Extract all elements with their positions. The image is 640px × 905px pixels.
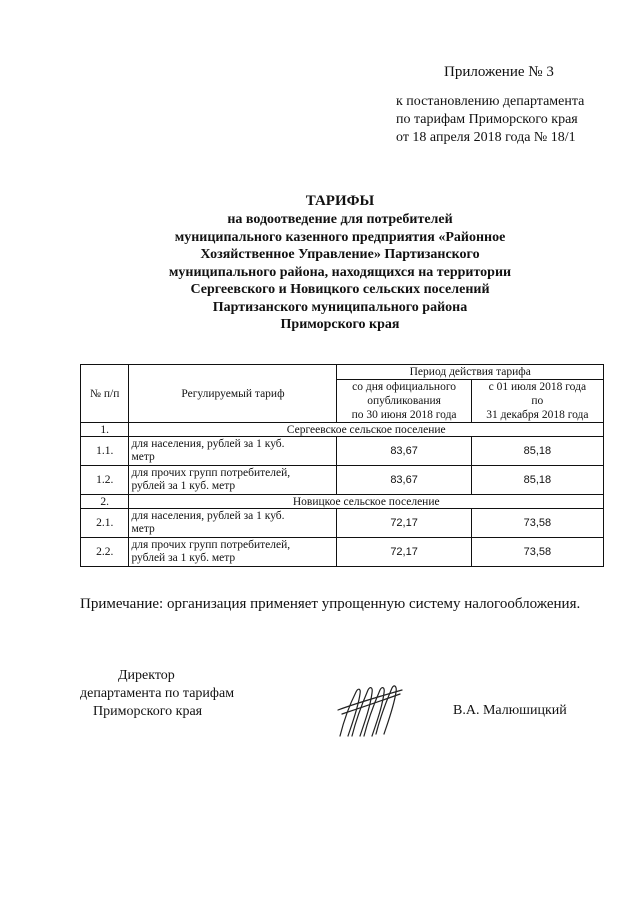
table-row <box>81 538 604 567</box>
header-period-2-line: с 01 июля 2018 года <box>488 381 587 393</box>
header-period-1-line: опубликования <box>367 395 441 407</box>
row-tariff-name <box>129 437 337 466</box>
signatory-name: В.А. Малюшицкий <box>453 703 567 718</box>
row-num: 1.1. <box>81 437 129 466</box>
row-num: 2.1. <box>81 509 129 538</box>
position-line: Приморского края <box>93 704 203 719</box>
row-tariff-name <box>129 538 337 567</box>
decree-line: по тарифам Приморского края <box>396 112 578 127</box>
row-value-period-2: 85,18 <box>471 437 603 466</box>
table-header-row <box>81 365 604 380</box>
header-period-2-line: по <box>531 395 544 407</box>
tax-note: Примечание: организация применяет упрощенную систему налогообложения. <box>80 596 581 612</box>
decree-line: к постановлению департамента <box>396 94 585 109</box>
table-row <box>81 509 604 538</box>
row-value-period-2: 73,58 <box>471 509 603 538</box>
decree-reference <box>396 93 584 147</box>
row-tariff-name <box>129 509 337 538</box>
row-value-period-1: 83,67 <box>337 466 471 495</box>
row-tariff-line: для прочих групп потребителей, <box>131 539 291 551</box>
row-value-period-1: 72,17 <box>337 509 471 538</box>
position-line: департамента по тарифам <box>80 686 235 701</box>
row-value-period-2: 85,18 <box>471 466 603 495</box>
section-num: 2. <box>81 495 129 509</box>
signatory-position <box>80 667 234 721</box>
header-period-2 <box>471 380 603 423</box>
row-value-period-1: 83,67 <box>337 437 471 466</box>
row-tariff-line: для населения, рублей за 1 куб. <box>131 510 285 522</box>
section-row <box>81 423 604 437</box>
header-tariff: Регулируемый тариф <box>129 365 337 423</box>
header-num: № п/п <box>81 365 129 423</box>
section-row <box>81 495 604 509</box>
row-tariff-line: рублей за 1 куб. метр <box>131 480 236 492</box>
position-line: Директор <box>118 668 175 683</box>
section-num: 1. <box>81 423 129 437</box>
table-row <box>81 466 604 495</box>
header-period-2-line: 31 декабря 2018 года <box>486 409 589 421</box>
row-tariff-line: для прочих групп потребителей, <box>131 467 291 479</box>
tariffs-table <box>80 364 604 567</box>
decree-line: от 18 апреля 2018 года № 18/1 <box>396 130 576 145</box>
title-line: муниципального района, находящихся на территории <box>168 264 512 280</box>
title-line: Сергеевского и Новицкого сельских поселений <box>190 282 490 297</box>
title-line: Партизанского муниципального района <box>212 299 468 315</box>
row-tariff-line: метр <box>131 523 155 535</box>
appendix-label: Приложение № 3 <box>444 64 554 80</box>
title-line: Приморского края <box>280 317 400 332</box>
table-row <box>81 437 604 466</box>
row-tariff-line: для населения, рублей за 1 куб. <box>131 438 285 450</box>
section-name: Новицкое сельское поселение <box>129 495 604 509</box>
title-line: Хозяйственное Управление» Партизанского <box>200 247 480 262</box>
section-name: Сергеевское сельское поселение <box>129 423 604 437</box>
handwritten-signature-icon <box>334 680 406 742</box>
row-num: 2.2. <box>81 538 129 567</box>
title-line: на водоотведение для потребителей <box>227 212 453 227</box>
title-line: муниципального казенного предприятия «Районное <box>174 229 506 245</box>
row-tariff-line: рублей за 1 куб. метр <box>131 552 236 564</box>
document-title <box>40 192 640 334</box>
header-period-1-line: по 30 июня 2018 года <box>351 409 457 421</box>
row-num: 1.2. <box>81 466 129 495</box>
header-period-1 <box>337 380 471 423</box>
header-period-1-line: со дня официального <box>352 381 456 393</box>
row-tariff-line: метр <box>131 451 155 463</box>
row-value-period-1: 72,17 <box>337 538 471 567</box>
row-tariff-name <box>129 466 337 495</box>
title-main: ТАРИФЫ <box>305 193 375 209</box>
row-value-period-2: 73,58 <box>471 538 603 567</box>
header-period: Период действия тарифа <box>337 365 604 380</box>
